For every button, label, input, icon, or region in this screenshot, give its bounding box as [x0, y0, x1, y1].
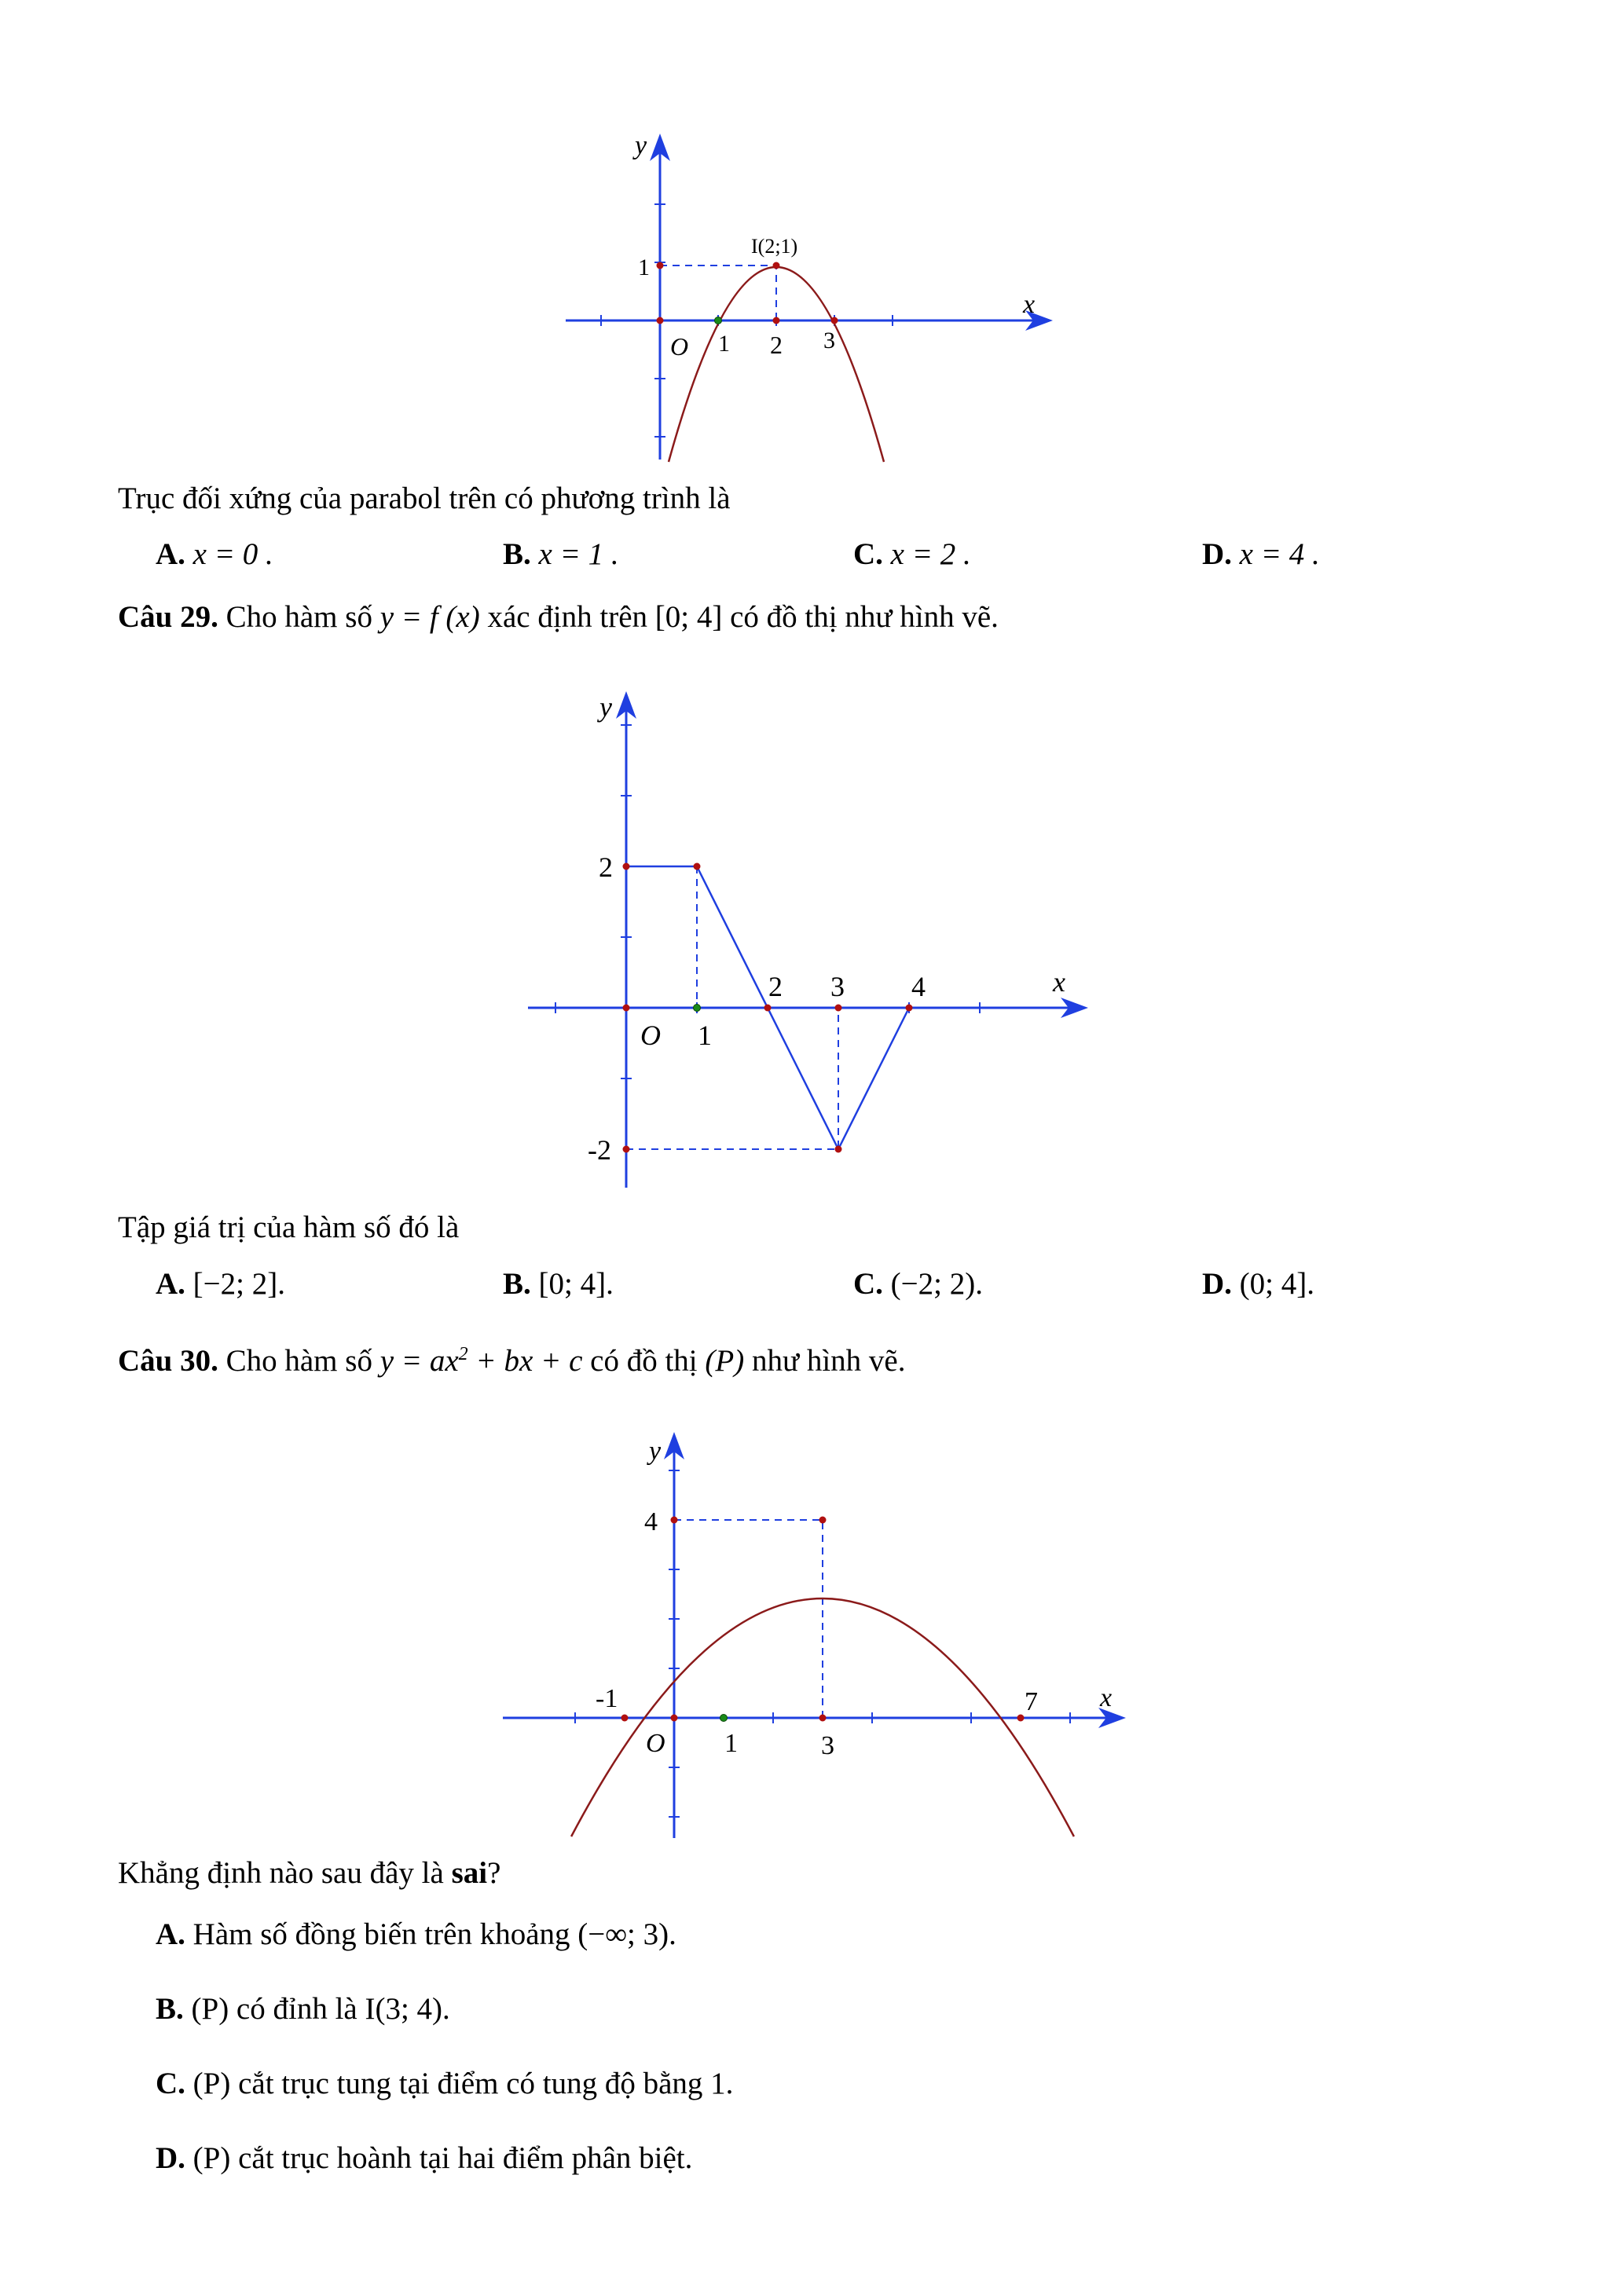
q30-option-d[interactable] [156, 2140, 692, 2177]
origin-label: O [670, 332, 689, 361]
option-label: C. [853, 1267, 883, 1301]
question-number: Câu 30. [118, 1344, 218, 1378]
q30-func-exp: 2 [458, 1344, 468, 1364]
q30-option-b[interactable] [156, 1991, 450, 2028]
option-label: D. [1202, 537, 1232, 571]
vertex-point [819, 1517, 827, 1524]
q30-option-c[interactable] [156, 2066, 733, 2103]
option-text: Hàm số đồng biến trên khoảng (−∞; 3). [192, 1917, 676, 1951]
point-xneg1 [621, 1715, 629, 1722]
tick-label-xneg1: -1 [596, 1684, 618, 1713]
q29-domain: [0; 4] [654, 600, 723, 634]
option-text: [−2; 2]. [192, 1267, 285, 1301]
option-label: C. [156, 2067, 185, 2100]
tick-label-x1: 1 [698, 1020, 712, 1051]
tick-label-x2: 2 [770, 331, 783, 359]
q29-text-a: Cho hàm số [225, 600, 372, 634]
q29-text-b: xác định trên [487, 600, 648, 634]
question-number: Câu 29. [118, 600, 218, 634]
tick-label-x1: 1 [724, 1729, 738, 1758]
tick-label-x7: 7 [1025, 1687, 1038, 1716]
q29-text-c: có đồ thị như hình vẽ. [730, 600, 999, 634]
option-text: (0; 4]. [1239, 1267, 1314, 1301]
q30-func-a: y = ax [379, 1344, 459, 1378]
q30-text-c: như hình vẽ. [751, 1344, 906, 1378]
option-text: (P) có đỉnh là I(3; 4). [191, 1992, 450, 2026]
origin-label: O [646, 1729, 665, 1758]
q30-option-a[interactable] [156, 1917, 676, 1954]
option-label: A. [156, 1267, 185, 1301]
y-axis-label: y [599, 691, 612, 723]
q29-func: y = f (x) [379, 600, 480, 634]
option-label: B. [503, 1267, 531, 1301]
option-text: x = 1 . [538, 537, 619, 571]
q30-prompt [118, 1855, 500, 1892]
q30-text-b: có đồ thị [590, 1344, 698, 1378]
tick-label-yneg2: -2 [588, 1134, 611, 1166]
tick-label-x4: 4 [911, 971, 926, 1002]
tick-label-x3: 3 [830, 971, 845, 1002]
q30-prompt-b: ? [487, 1856, 501, 1890]
tick-label-y4: 4 [644, 1507, 658, 1536]
option-label: C. [853, 537, 883, 571]
tick-label-x1: 1 [718, 331, 730, 357]
option-label: A. [156, 1917, 185, 1951]
point-y4 [671, 1517, 678, 1524]
y-axis-label: y [649, 1437, 662, 1466]
option-label: D. [156, 2141, 185, 2175]
option-label: B. [156, 1992, 184, 2026]
origin-label: O [640, 1020, 661, 1051]
x-axis-label: x [1100, 1683, 1113, 1712]
point-x1 [720, 1715, 728, 1722]
y-axis-label: y [635, 131, 647, 160]
option-label: D. [1202, 1267, 1232, 1301]
q30-text-a: Cho hàm số [225, 1344, 372, 1378]
x-axis-label: x [1023, 290, 1036, 319]
tick-label-x3: 3 [821, 1731, 834, 1760]
x-axis-label: x [1053, 966, 1065, 998]
q29-prompt: Tập giá trị của hàm số đó là [118, 1210, 460, 1244]
q30-curve: (P) [705, 1344, 745, 1378]
q30-prompt-bold: sai [451, 1856, 488, 1890]
option-text: x = 2 . [890, 537, 971, 571]
tick-label-y1: 1 [638, 255, 650, 280]
point-x7 [1017, 1715, 1025, 1722]
option-text: x = 0 . [192, 537, 273, 571]
q30-func-b: + bx + c [467, 1344, 583, 1378]
tick-label-x2: 2 [768, 971, 783, 1002]
option-label: B. [503, 537, 531, 571]
tick-label-y2: 2 [599, 851, 613, 883]
vertex-label: I(2;1) [751, 235, 798, 258]
option-text: (P) cắt trục tung tại điểm có tung độ bằng 1. [192, 2067, 734, 2100]
q28-prompt: Trục đối xứng của parabol trên có phương trình là [118, 482, 731, 515]
point-x3 [819, 1715, 827, 1722]
option-text: [0; 4]. [538, 1267, 614, 1301]
option-text: (P) cắt trục hoành tại hai điểm phân biệt. [192, 2141, 693, 2175]
option-text: x = 4 . [1239, 537, 1320, 571]
origin-point [671, 1715, 678, 1722]
q30-prompt-a: Khẳng định nào sau đây là [118, 1856, 452, 1890]
option-label: A. [156, 537, 185, 571]
tick-label-x3: 3 [823, 328, 835, 353]
option-text: (−2; 2). [890, 1267, 983, 1301]
